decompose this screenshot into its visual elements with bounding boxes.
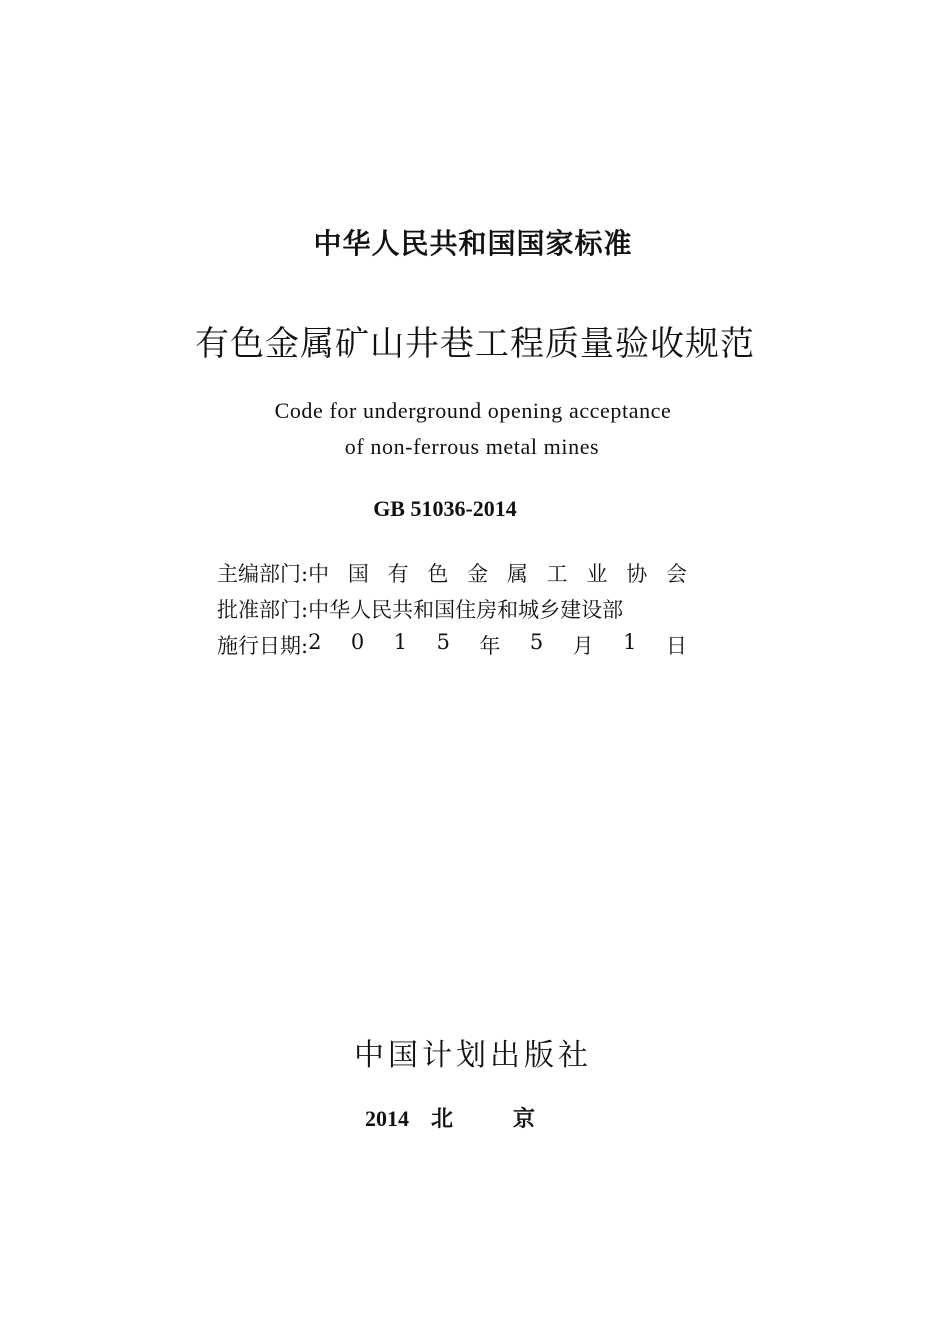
editor-char: 会 — [665, 562, 687, 586]
publication-year-city — [0, 1102, 925, 1133]
editor-row — [217, 558, 687, 588]
date-char: 1 — [393, 630, 408, 654]
date-char: 2 — [308, 630, 322, 654]
title-english-line2: of non-ferrous metal mines — [344, 434, 600, 459]
editor-char: 中 — [308, 562, 330, 586]
standard-code: GB 51036-2014 — [373, 496, 517, 521]
date-char: 日 — [665, 634, 687, 658]
approver-row — [217, 594, 687, 624]
editor-char: 工 — [546, 562, 568, 586]
date-char: 1 — [623, 630, 637, 654]
date-char: 5 — [529, 630, 544, 654]
editor-char: 有 — [387, 562, 409, 586]
effective-date-row — [217, 630, 687, 660]
date-char: 年 — [479, 634, 501, 658]
effective-date-value — [308, 630, 687, 660]
editor-char: 协 — [626, 562, 648, 586]
date-char: 月 — [572, 634, 594, 658]
city-char: 京 — [513, 1106, 536, 1131]
editor-char: 业 — [586, 562, 608, 586]
approver-value: 中华人民共和国住房和城乡建设部 — [308, 598, 624, 622]
editor-char: 属 — [506, 562, 528, 586]
editor-label: 主编部门: — [217, 562, 309, 586]
title-chinese: 有色金属矿山井巷工程质量验收规范 — [195, 324, 755, 364]
approver-label: 批准部门: — [217, 598, 309, 622]
editor-char: 国 — [347, 562, 369, 586]
date-char: 0 — [350, 630, 365, 654]
publisher-name: 中国计划出版社 — [354, 1038, 592, 1073]
publication-year: 2014 — [364, 1106, 409, 1131]
city-char: 北 — [430, 1106, 453, 1131]
editor-char: 色 — [427, 562, 449, 586]
title-english-line1: Code for underground opening acceptance — [274, 398, 672, 423]
editor-value — [308, 558, 687, 588]
date-char: 5 — [436, 630, 450, 654]
effective-date-label: 施行日期: — [217, 634, 309, 658]
standard-type-header: 中华人民共和国国家标准 — [313, 227, 633, 260]
editor-char: 金 — [467, 562, 489, 586]
